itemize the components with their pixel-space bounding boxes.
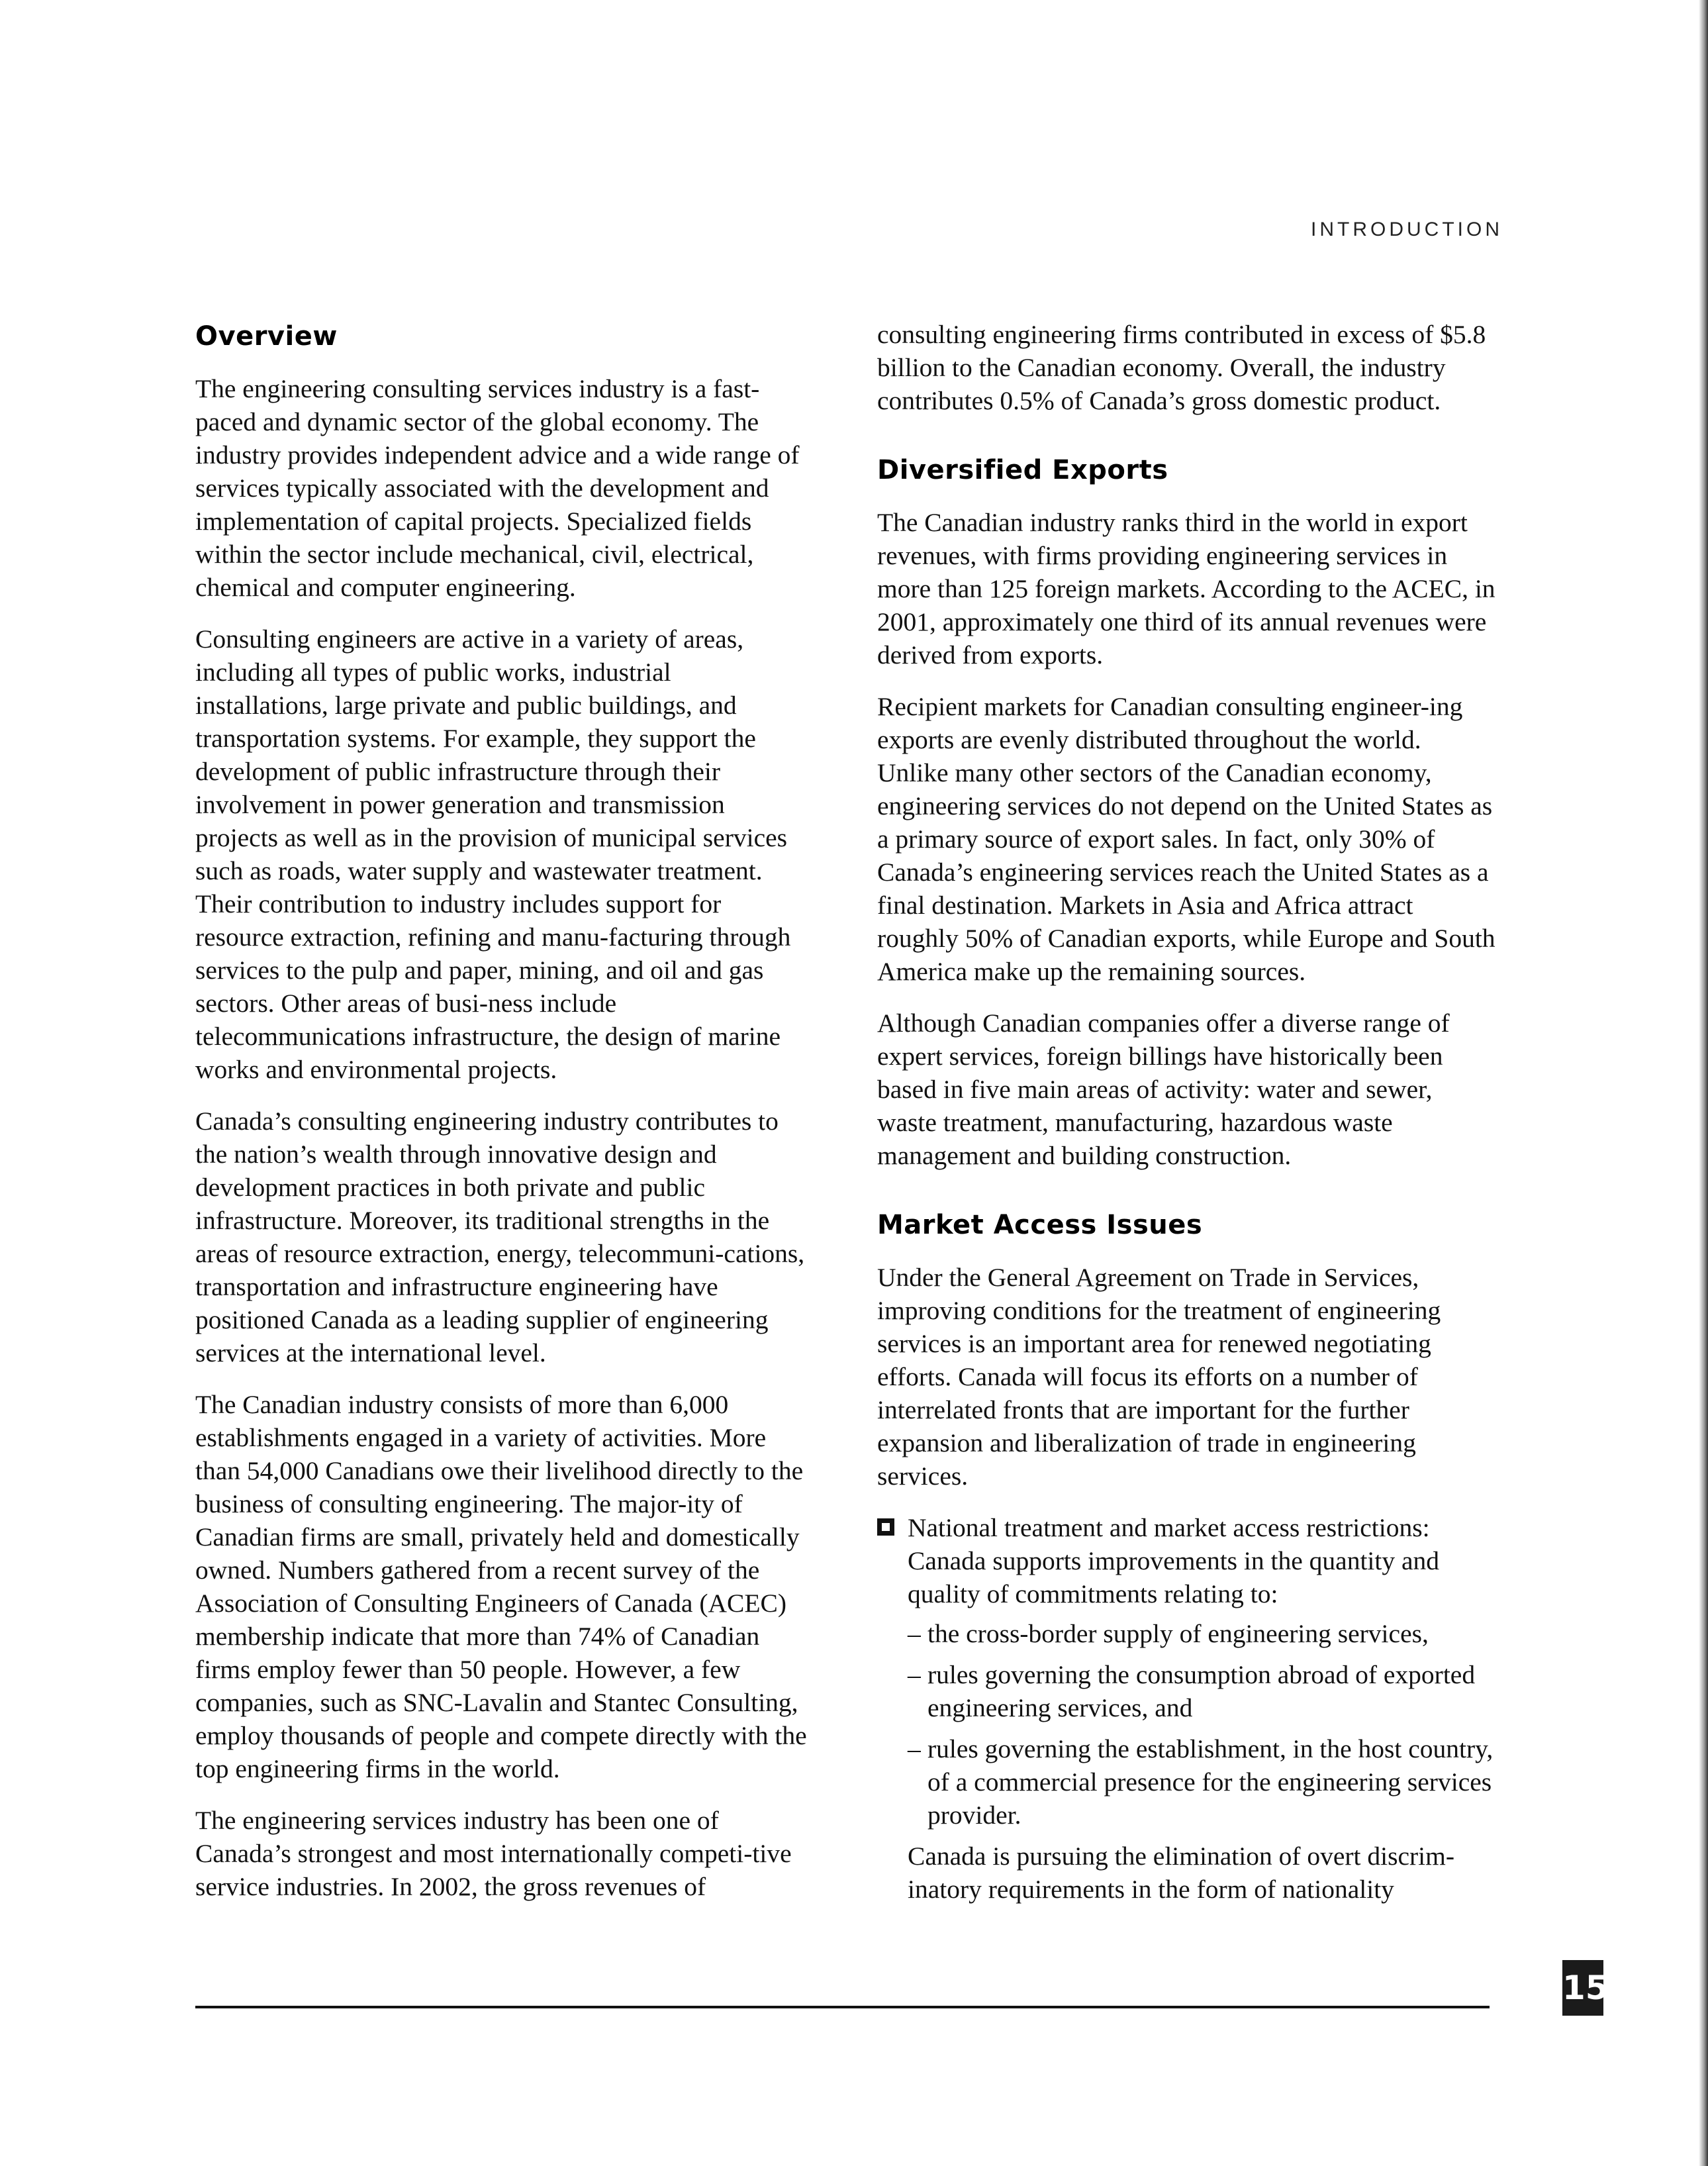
bullet-continuation: Canada is pursuing the elimination of overt discrim-inatory requirements in the form of nationality [908,1842,1455,1904]
bullet-text: National treatment and market access restrictions: Canada supports improvements in the quantity and quality of commitments relating to: [908,1513,1440,1608]
square-bullet-icon [877,1518,894,1536]
scan-page-edge [1699,0,1708,2166]
bullet-item [877,1511,1496,1610]
overview-paragraph-5: The engineering services industry has been one of Canada’s strongest and most internationally competi-tive service industries. In 2002, the gross revenues of [195,1806,792,1901]
diversified-paragraph-2: Recipient markets for Canadian consulting engineer-ing exports are evenly distributed throughout the world. Unlike many other sectors of the Canadian economy, engineering services do not depend on the United States as a primary source of export sales. In fact, only 30% of Canada’s engineering services reach the United States as a final destination. Markets in Asia and Africa attract roughly 50% of Canadian exports, while Europe and South America make up the remaining sources. [877,692,1495,986]
sub-item-text: rules governing the consumption abroad of exported engineering services, and [927,1660,1476,1722]
diversified-paragraph-3: Although Canadian companies offer a diverse range of expert services, foreign billings have historically been based in five main areas of activity: water and sewer, waste treatment, manufacturing, hazardous waste management and building construction. [877,1009,1450,1170]
diversified-paragraph-1: The Canadian industry ranks third in the world in export revenues, with firms providing engineering services in more than 125 foreign markets. According to the ACEC, in 2001, approximately one third of its annual revenues were derived from exports. [877,508,1495,669]
dash-marker: – [908,1734,921,1763]
running-head: INTRODUCTION [1311,219,1503,240]
overview-paragraph-2: Consulting engineers are active in a variety of areas, including all types of public works, industrial installations, large private and public buildings, and transportation systems. For example, they support the development of public infrastructure through their involvement in power generation and transmission projects as well as in the provision of municipal services such as roads, water supply and wastewater treatment. Their contribution to industry includes support for resource extraction, refining and manu-facturing through services to the pulp and paper, mining, and oil and gas sectors. Other areas of busi-ness include telecommunications infrastructure, the design of marine works and environmental projects. [195,624,791,1084]
overview-paragraph-3: Canada’s consulting engineering industry contributes to the nation’s wealth through innovative design and development practices in both private and public infrastructure. Moreover, its traditional strengths in the areas of resource extraction, energy, telecommuni-cations, transportation and infrastructure engineering have positioned Canada as a leading supplier of engineering services at the international level. [195,1107,805,1367]
footer-rule [195,2006,1490,2008]
right-column [877,318,1496,1924]
left-column [195,318,808,1922]
market-access-paragraph: Under the General Agreement on Trade in Services, improving conditions for the treatment of engineering services is an important area for renewed negotiating efforts. Canada will focus its efforts on a number of interrelated fronts that are important for the further expansion and liberalization of trade in engineering services. [877,1263,1441,1491]
overview-paragraph-4: The Canadian industry consists of more than 6,000 establishments engaged in a variety of activities. More than 54,000 Canadians owe their livelihood directly to the business of consulting engineering. The major-ity of Canadian firms are small, privately held and domestically owned. Numbers gathered from a recent survey of the Association of Consulting Engineers of Canada (ACEC) membership indicate that more than 74% of Canadian firms employ fewer than 50 people. However, a few companies, such as SNC-Lavalin and Stantec Consulting, employ thousands of people and compete directly with the top engineering firms in the world. [195,1390,807,1783]
market-access-heading: Market Access Issues [877,1210,1203,1240]
continued-paragraph: consulting engineering firms contributed in excess of $5.8 billion to the Canadian economy. Overall, the industry contributes 0.5% of Canada’s gross domestic product. [877,320,1486,415]
dash-marker: – [908,1660,921,1689]
sub-item [908,1658,1496,1724]
sub-item-text: the cross-border supply of engineering services, [927,1619,1429,1648]
overview-heading: Overview [195,321,338,352]
page-number: 15 [1562,1960,1603,2016]
sub-item [908,1732,1496,1832]
overview-paragraph-1: The engineering consulting services industry is a fast-paced and dynamic sector of the global economy. The industry provides independent advice and a wide range of services typically associated with the development and implementation of capital projects. Specialized fields within the sector include mechanical, civil, electrical, chemical and computer engineering. [195,374,800,602]
diversified-exports-heading: Diversified Exports [877,455,1168,485]
sub-item-text: rules governing the establishment, in the host country, of a commercial presence for the engineering services provider. [927,1734,1494,1830]
sub-item-list [877,1617,1496,1832]
sub-item [908,1617,1496,1650]
dash-marker: – [908,1619,921,1648]
